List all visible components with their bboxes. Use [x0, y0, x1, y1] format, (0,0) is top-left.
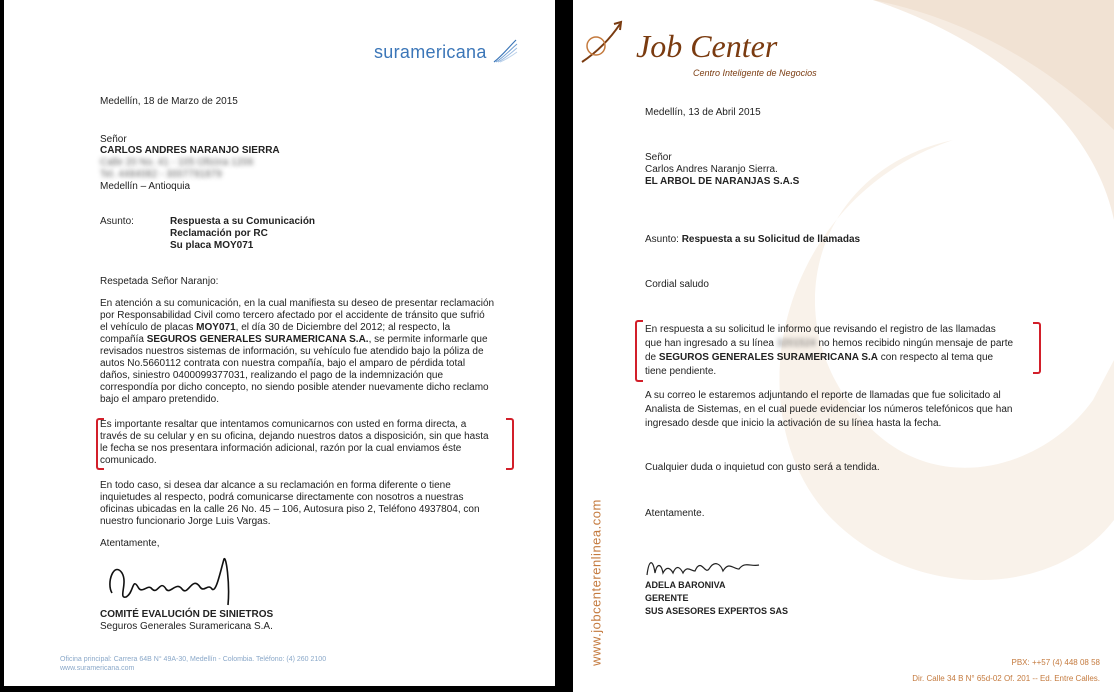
paragraph-line: través de su celular y en su oficina, dejando nuestros datos a disposición, sin que hasta: [100, 431, 489, 442]
paragraph-line: inquietudes al respecto, podrá comunicarse directamente con nosotros a nuestras: [100, 492, 464, 503]
recipient-name: Carlos Andres Naranjo Sierra.: [645, 164, 778, 175]
paragraph-line: bajo el amparo pretendido.: [100, 394, 219, 405]
paragraph-line: nuestro funcionario Jorge Luis Vargas.: [100, 516, 271, 527]
footer-pbx: PBX: ++57 (4) 448 08 58: [1011, 658, 1100, 667]
recipient-phone: Tel. 4484082 - 3007791879: [100, 169, 222, 180]
letter-date: Medellín, 13 de Abril 2015: [645, 107, 761, 118]
paragraph-line: tiene pendiente.: [645, 366, 717, 377]
asunto-line: Su placa MOY071: [170, 240, 254, 251]
salutation-title: Señor: [645, 152, 672, 163]
asunto-label: Asunto:: [100, 216, 134, 227]
paragraph-line: oficinas ubicadas en la calle 26 No. 45 – 106, Autosura piso 2, Teléfono 4937804, con: [100, 504, 480, 515]
paragraph-line: Es importante resaltar que intentamos comunicarnos con usted en forma directa, a: [100, 419, 467, 430]
highlight-bracket-right: [1033, 322, 1041, 374]
signer-title: COMITÉ EVALUCIÓN DE SINIETROS: [100, 609, 274, 620]
highlight-bracket-right: [506, 418, 514, 470]
jobcenter-letter: [573, 0, 1114, 692]
paragraph-line: Analista de Sistemas, en el cual puede evidenciar los números telefónicos que han: [645, 404, 1013, 415]
arrow-swirl-icon: [578, 18, 624, 68]
greeting: Cordial saludo: [645, 279, 709, 290]
signer-company: SUS ASESORES EXPERTOS SAS: [645, 606, 789, 616]
suramericana-logo: suramericana: [374, 38, 518, 64]
signature: [104, 553, 254, 609]
asunto-line: Asunto: Respuesta a su Solicitud de llamadas: [645, 234, 861, 245]
paragraph-line: daños, siniestro 0400099377031, realizando el pago de la indemnización que: [100, 370, 444, 381]
recipient-city: Medellín – Antioquia: [100, 181, 191, 192]
paragraph-line: autos No.5660112 contrata con nuestra compañía, bajo el amparo de pérdida total: [100, 358, 466, 369]
paragraph-line: el vehículo de placas MOY071, el día 30 de Diciembre del 2012; al respecto, la: [100, 322, 451, 333]
signer-company: Seguros Generales Suramericana S.A.: [100, 621, 273, 632]
paragraph-line: de SEGUROS GENERALES SURAMERICANA S.A con respecto al tema que: [645, 352, 994, 363]
paragraph-line: Cualquier duda o inquietud con gusto será a tendida.: [645, 462, 880, 473]
letterhead-footer: Oficina principal: Carrera 64B N° 49A-30, Medellín - Colombia. Teléfono: (4) 260 2100 www.suramericana.com: [60, 656, 327, 672]
recipient-address: Calle 20 No. 41 - 105 Oficina 1206: [100, 157, 254, 168]
suramericana-letter: [4, 0, 555, 686]
wing-icon: [492, 38, 518, 64]
paragraph-line: En todo caso, si desea dar alcance a su reclamación en forma diferente o tiene: [100, 480, 451, 491]
signature: [643, 555, 773, 581]
paragraph-line: compañía SEGUROS GENERALES SURAMERICANA S.A., se permite informarle que: [100, 334, 488, 345]
signer-name: ADELA BARONIVA: [645, 580, 726, 590]
paragraph-line: correspondía por dicho concepto, no siendo posible atender nuevamente dicho reclamo: [100, 382, 489, 393]
letter-date: Medellín, 18 de Marzo de 2015: [100, 96, 238, 107]
highlight-bracket-left: [635, 320, 643, 382]
paragraph-line: que han ingresado a su línea 3201524 no hemos recibido ningún mensaje de parte: [645, 338, 1014, 349]
greeting: Respetada Señor Naranjo:: [100, 276, 219, 287]
salutation-title: Señor: [100, 134, 127, 145]
paragraph-line: por Responsabilidad Civil como tercero afectado por el accidente de tránsito que sufrió: [100, 310, 485, 321]
recipient-company: EL ARBOL DE NARANJAS S.A.S: [645, 176, 800, 187]
asunto-line: Respuesta a su Comunicación: [170, 216, 316, 227]
footer-address: Dir. Calle 34 B N° 65d-02 Of. 201 -- Ed. Entre Calles.: [912, 674, 1100, 683]
closing: Atentamente.: [645, 508, 705, 519]
paragraph-line: ingresado desde que inicio la activación de su línea hasta la fecha.: [645, 418, 942, 429]
paragraph-line: En respuesta a su solicitud le informo que revisando el registro de las llamadas: [645, 324, 996, 335]
closing: Atentamente,: [100, 538, 160, 549]
asunto-line: Reclamación por RC: [170, 228, 268, 239]
vertical-website: www.jobcenterenlinea.com: [588, 499, 604, 666]
paragraph-line: revisados nuestros sistemas de información, su vehículo fue atendido bajo la póliza de: [100, 346, 484, 357]
paragraph-line: En atención a su comunicación, en la cual manifiesta su deseo de presentar reclamación: [100, 298, 495, 309]
paragraph-line: le fecha se nos presentara información adicional, razón por la cual enviamos éste: [100, 443, 462, 454]
paragraph-line: A su correo le estaremos adjuntando el reporte de llamadas que fue solicitado al: [645, 390, 1001, 401]
recipient-name: CARLOS ANDRES NARANJO SIERRA: [100, 145, 280, 156]
signer-role: GERENTE: [645, 593, 689, 603]
jobcenter-logo: Job Center: [636, 28, 777, 65]
paragraph-line: comunicado.: [100, 455, 157, 466]
jobcenter-tagline: Centro Inteligente de Negocios: [693, 68, 817, 78]
